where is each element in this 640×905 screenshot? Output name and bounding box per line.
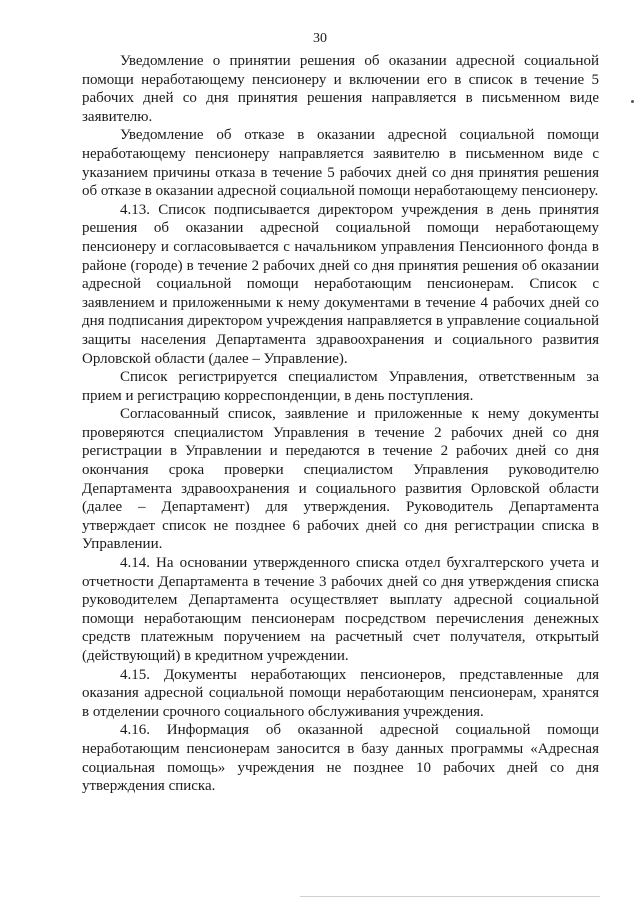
paragraph-notice-acceptance: Уведомление о принятии решения об оказании адресной социальной помощи неработающему пенсионеру и включении его в список в течение 5 рабочих дней со дня принятия решения направляется в письменном виде заявителю. [82,53,599,125]
document-body [82,52,599,796]
paragraph-4-13: 4.13. Список подписывается директором учреждения в день принятия решения об оказании адресной социальной помощи неработающему пенсионеру и согласовывается с начальником управления Пенсионного фонда в районе (городе) в течение 2 рабочих дней со дня принятия решения об оказании адресной социальной помощи неработающим пенсионерам. Список с заявлением и приложенными к нему документами в течение 4 рабочих дней со дня подписания директором учреждения направляется в управление социальной защиты населения Департамента здравоохранения и социального развития Орловской области (далее – Управление). [82,201,599,367]
scan-edge-line [300,896,600,897]
paragraph-4-15: 4.15. Документы неработающих пенсионеров, представленные для оказания адресной социальной помощи неработающим пенсионерам, хранятся в отделении срочного социального обслуживания учреждения. [82,666,599,720]
paragraph-4-14: 4.14. На основании утвержденного списка отдел бухгалтерского учета и отчетности Департамента в течение 3 рабочих дней со дня утверждения списка руководителем Департамента осуществляет выплату адресной социальной помощи неработающим пенсионерам посредством перечисления денежных средств платежным поручением на расчетный счет получателя, открытый (действующий) в кредитном учреждении. [82,555,599,664]
paragraph-4-16: 4.16. Информация об оказанной адресной социальной помощи неработающим пенсионерам заносится в базу данных программы «Адресная социальная помощь» учреждения не позднее 10 рабочих дней со дня утверждения списка. [82,722,599,795]
scan-speck [631,100,634,103]
paragraph-list-approval: Согласованный список, заявление и приложенные к нему документы проверяются специалистом Управления в течение 2 рабочих дней со дня регистрации в Управлении и передаются в течение 2 рабочих дней со дня окончания срока проверки специалистом Управления руководителю Департамента здравоохранения и социального развития Орловской области (далее – Департамент) для утверждения. Руководитель Департамента утверждает список не позднее 6 рабочих дней со дня регистрации списка в Управлении. [82,406,599,553]
page-number: 30 [313,31,327,46]
paragraph-notice-refusal: Уведомление об отказе в оказании адресной социальной помощи неработающему пенсионеру направляется заявителю в письменном виде с указанием причины отказа в течение 5 рабочих дней со дня принятия решения об отказе в оказании адресной социальной помощи неработающему пенсионеру. [82,127,599,200]
paragraph-list-registration: Список регистрируется специалистом Управления, ответственным за прием и регистрацию корреспонденции, в день поступления. [82,369,599,404]
